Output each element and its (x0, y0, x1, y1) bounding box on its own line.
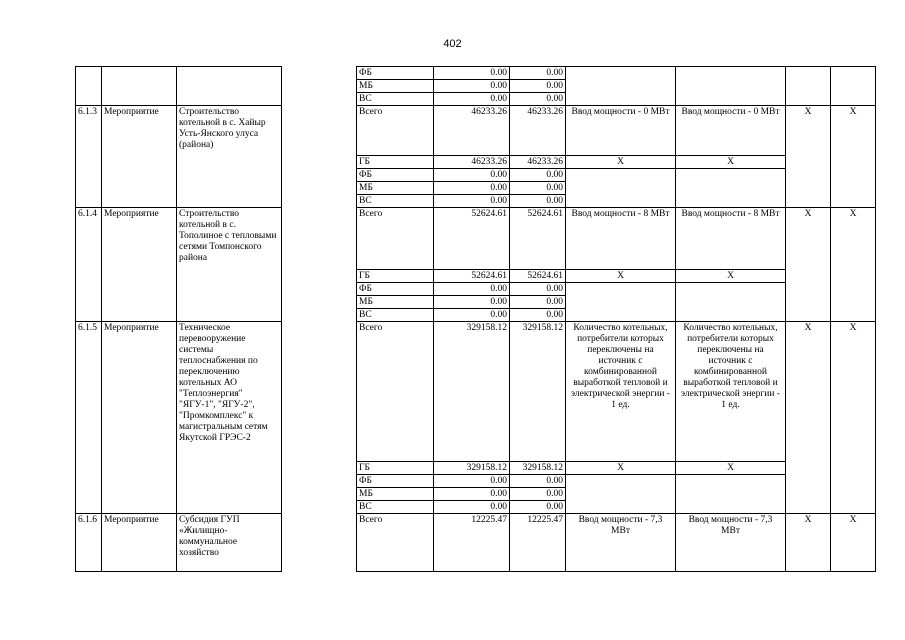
mark-cell: Х (786, 106, 831, 208)
empty-cell (282, 67, 357, 106)
indicator-cell (566, 169, 676, 208)
indicator-cell: Ввод мощности - 7,3 МВт (676, 514, 786, 572)
source-cell: ВС (357, 195, 434, 208)
source-cell: МБ (357, 182, 434, 195)
mark-cell: Х (831, 514, 876, 572)
value-cell: 52624.61 (434, 208, 510, 270)
value-cell: 0.00 (510, 93, 566, 106)
source-cell: ГБ (357, 156, 434, 169)
mark-cell: Х (831, 106, 876, 208)
empty-cell (282, 106, 357, 208)
indicator-cell: Количество котельных, потребители которых переключены на источник с комбинированной выработкой тепловой и электрической энергии - 1 ед. (566, 322, 676, 462)
source-cell: Всего (357, 208, 434, 270)
source-cell: ФБ (357, 169, 434, 182)
value-cell: 0.00 (434, 309, 510, 322)
type-cell: Мероприятие (102, 208, 177, 322)
indicator-cell (566, 67, 676, 106)
value-cell: 0.00 (434, 195, 510, 208)
value-cell: 0.00 (434, 182, 510, 195)
program-table (75, 66, 876, 572)
mark-cell: Х (786, 322, 831, 514)
id-cell: 6.1.3 (76, 106, 102, 208)
id-cell (76, 67, 102, 106)
value-cell: 0.00 (434, 296, 510, 309)
table-row (76, 67, 876, 80)
indicator-cell: Ввод мощности - 0 МВт (676, 106, 786, 156)
source-cell: Всего (357, 322, 434, 462)
indicator-cell (676, 283, 786, 322)
value-cell: 0.00 (510, 309, 566, 322)
type-cell: Мероприятие (102, 322, 177, 514)
page-number: 402 (443, 38, 462, 50)
table-row (76, 106, 876, 156)
value-cell: 0.00 (434, 488, 510, 501)
value-cell: 0.00 (434, 80, 510, 93)
name-cell: Субсидия ГУП «Жилищно-коммунальное хозяйство (177, 514, 282, 572)
indicator-cell: Х (676, 156, 786, 169)
id-cell: 6.1.4 (76, 208, 102, 322)
indicator-cell: Ввод мощности - 0 МВт (566, 106, 676, 156)
source-cell: ФБ (357, 283, 434, 296)
value-cell: 0.00 (434, 283, 510, 296)
indicator-cell: Х (676, 462, 786, 475)
value-cell: 0.00 (434, 169, 510, 182)
source-cell: МБ (357, 80, 434, 93)
table-row (76, 514, 876, 572)
value-cell: 12225.47 (510, 514, 566, 572)
value-cell: 46233.26 (510, 106, 566, 156)
indicator-cell (676, 169, 786, 208)
source-cell: Всего (357, 514, 434, 572)
source-cell: ВС (357, 501, 434, 514)
table-row (76, 208, 876, 270)
source-cell: ГБ (357, 270, 434, 283)
name-cell: Строительство котельной в с. Хайыр Усть-Янского улуса (района) (177, 106, 282, 208)
value-cell: 46233.26 (510, 156, 566, 169)
empty-cell (282, 514, 357, 572)
indicator-cell: Ввод мощности - 8 МВт (566, 208, 676, 270)
value-cell: 0.00 (510, 195, 566, 208)
name-cell: Техническое перевооружение системы теплоснабжения по переключению котельных АО "Теплоэнергия" "ЯГУ-1", "ЯГУ-2", "Промкомплекс" к магистральным сетям Якутской ГРЭС-2 (177, 322, 282, 514)
value-cell: 0.00 (510, 169, 566, 182)
indicator-cell: Количество котельных, потребители которых переключены на источник с комбинированной выработкой тепловой и электрической энергии - 1 ед. (676, 322, 786, 462)
indicator-cell: Х (566, 270, 676, 283)
source-cell: МБ (357, 488, 434, 501)
source-cell: Всего (357, 106, 434, 156)
id-cell: 6.1.5 (76, 322, 102, 514)
indicator-cell: Х (676, 270, 786, 283)
indicator-cell: Ввод мощности - 8 МВт (676, 208, 786, 270)
indicator-cell (566, 283, 676, 322)
id-cell: 6.1.6 (76, 514, 102, 572)
value-cell: 52624.61 (510, 208, 566, 270)
value-cell: 0.00 (434, 93, 510, 106)
mark-cell: Х (831, 322, 876, 514)
value-cell: 0.00 (510, 80, 566, 93)
indicator-cell: Х (566, 462, 676, 475)
table-row (76, 322, 876, 462)
indicator-cell: Х (566, 156, 676, 169)
indicator-cell: Ввод мощности - 7,3 МВт (566, 514, 676, 572)
indicator-cell (566, 475, 676, 514)
mark-cell (831, 67, 876, 106)
value-cell: 0.00 (434, 475, 510, 488)
value-cell: 0.00 (510, 296, 566, 309)
value-cell: 0.00 (510, 283, 566, 296)
source-cell: ФБ (357, 475, 434, 488)
source-cell: ВС (357, 93, 434, 106)
indicator-cell (676, 67, 786, 106)
source-cell: ФБ (357, 67, 434, 80)
mark-cell (786, 67, 831, 106)
source-cell: ГБ (357, 462, 434, 475)
mark-cell: Х (786, 514, 831, 572)
name-cell (177, 67, 282, 106)
type-cell: Мероприятие (102, 106, 177, 208)
name-cell: Строительство котельной в с. Тополиное с тепловыми сетями Томпонского района (177, 208, 282, 322)
value-cell: 329158.12 (434, 462, 510, 475)
value-cell: 0.00 (510, 67, 566, 80)
value-cell: 0.00 (510, 488, 566, 501)
value-cell: 46233.26 (434, 106, 510, 156)
source-cell: МБ (357, 296, 434, 309)
value-cell: 0.00 (434, 67, 510, 80)
type-cell (102, 67, 177, 106)
value-cell: 0.00 (434, 501, 510, 514)
value-cell: 52624.61 (510, 270, 566, 283)
type-cell: Мероприятие (102, 514, 177, 572)
value-cell: 329158.12 (510, 462, 566, 475)
value-cell: 12225.47 (434, 514, 510, 572)
empty-cell (282, 322, 357, 514)
source-cell: ВС (357, 309, 434, 322)
mark-cell: Х (831, 208, 876, 322)
value-cell: 329158.12 (434, 322, 510, 462)
mark-cell: Х (786, 208, 831, 322)
value-cell: 46233.26 (434, 156, 510, 169)
value-cell: 0.00 (510, 501, 566, 514)
indicator-cell (676, 475, 786, 514)
value-cell: 0.00 (510, 182, 566, 195)
empty-cell (282, 208, 357, 322)
value-cell: 52624.61 (434, 270, 510, 283)
value-cell: 329158.12 (510, 322, 566, 462)
value-cell: 0.00 (510, 475, 566, 488)
